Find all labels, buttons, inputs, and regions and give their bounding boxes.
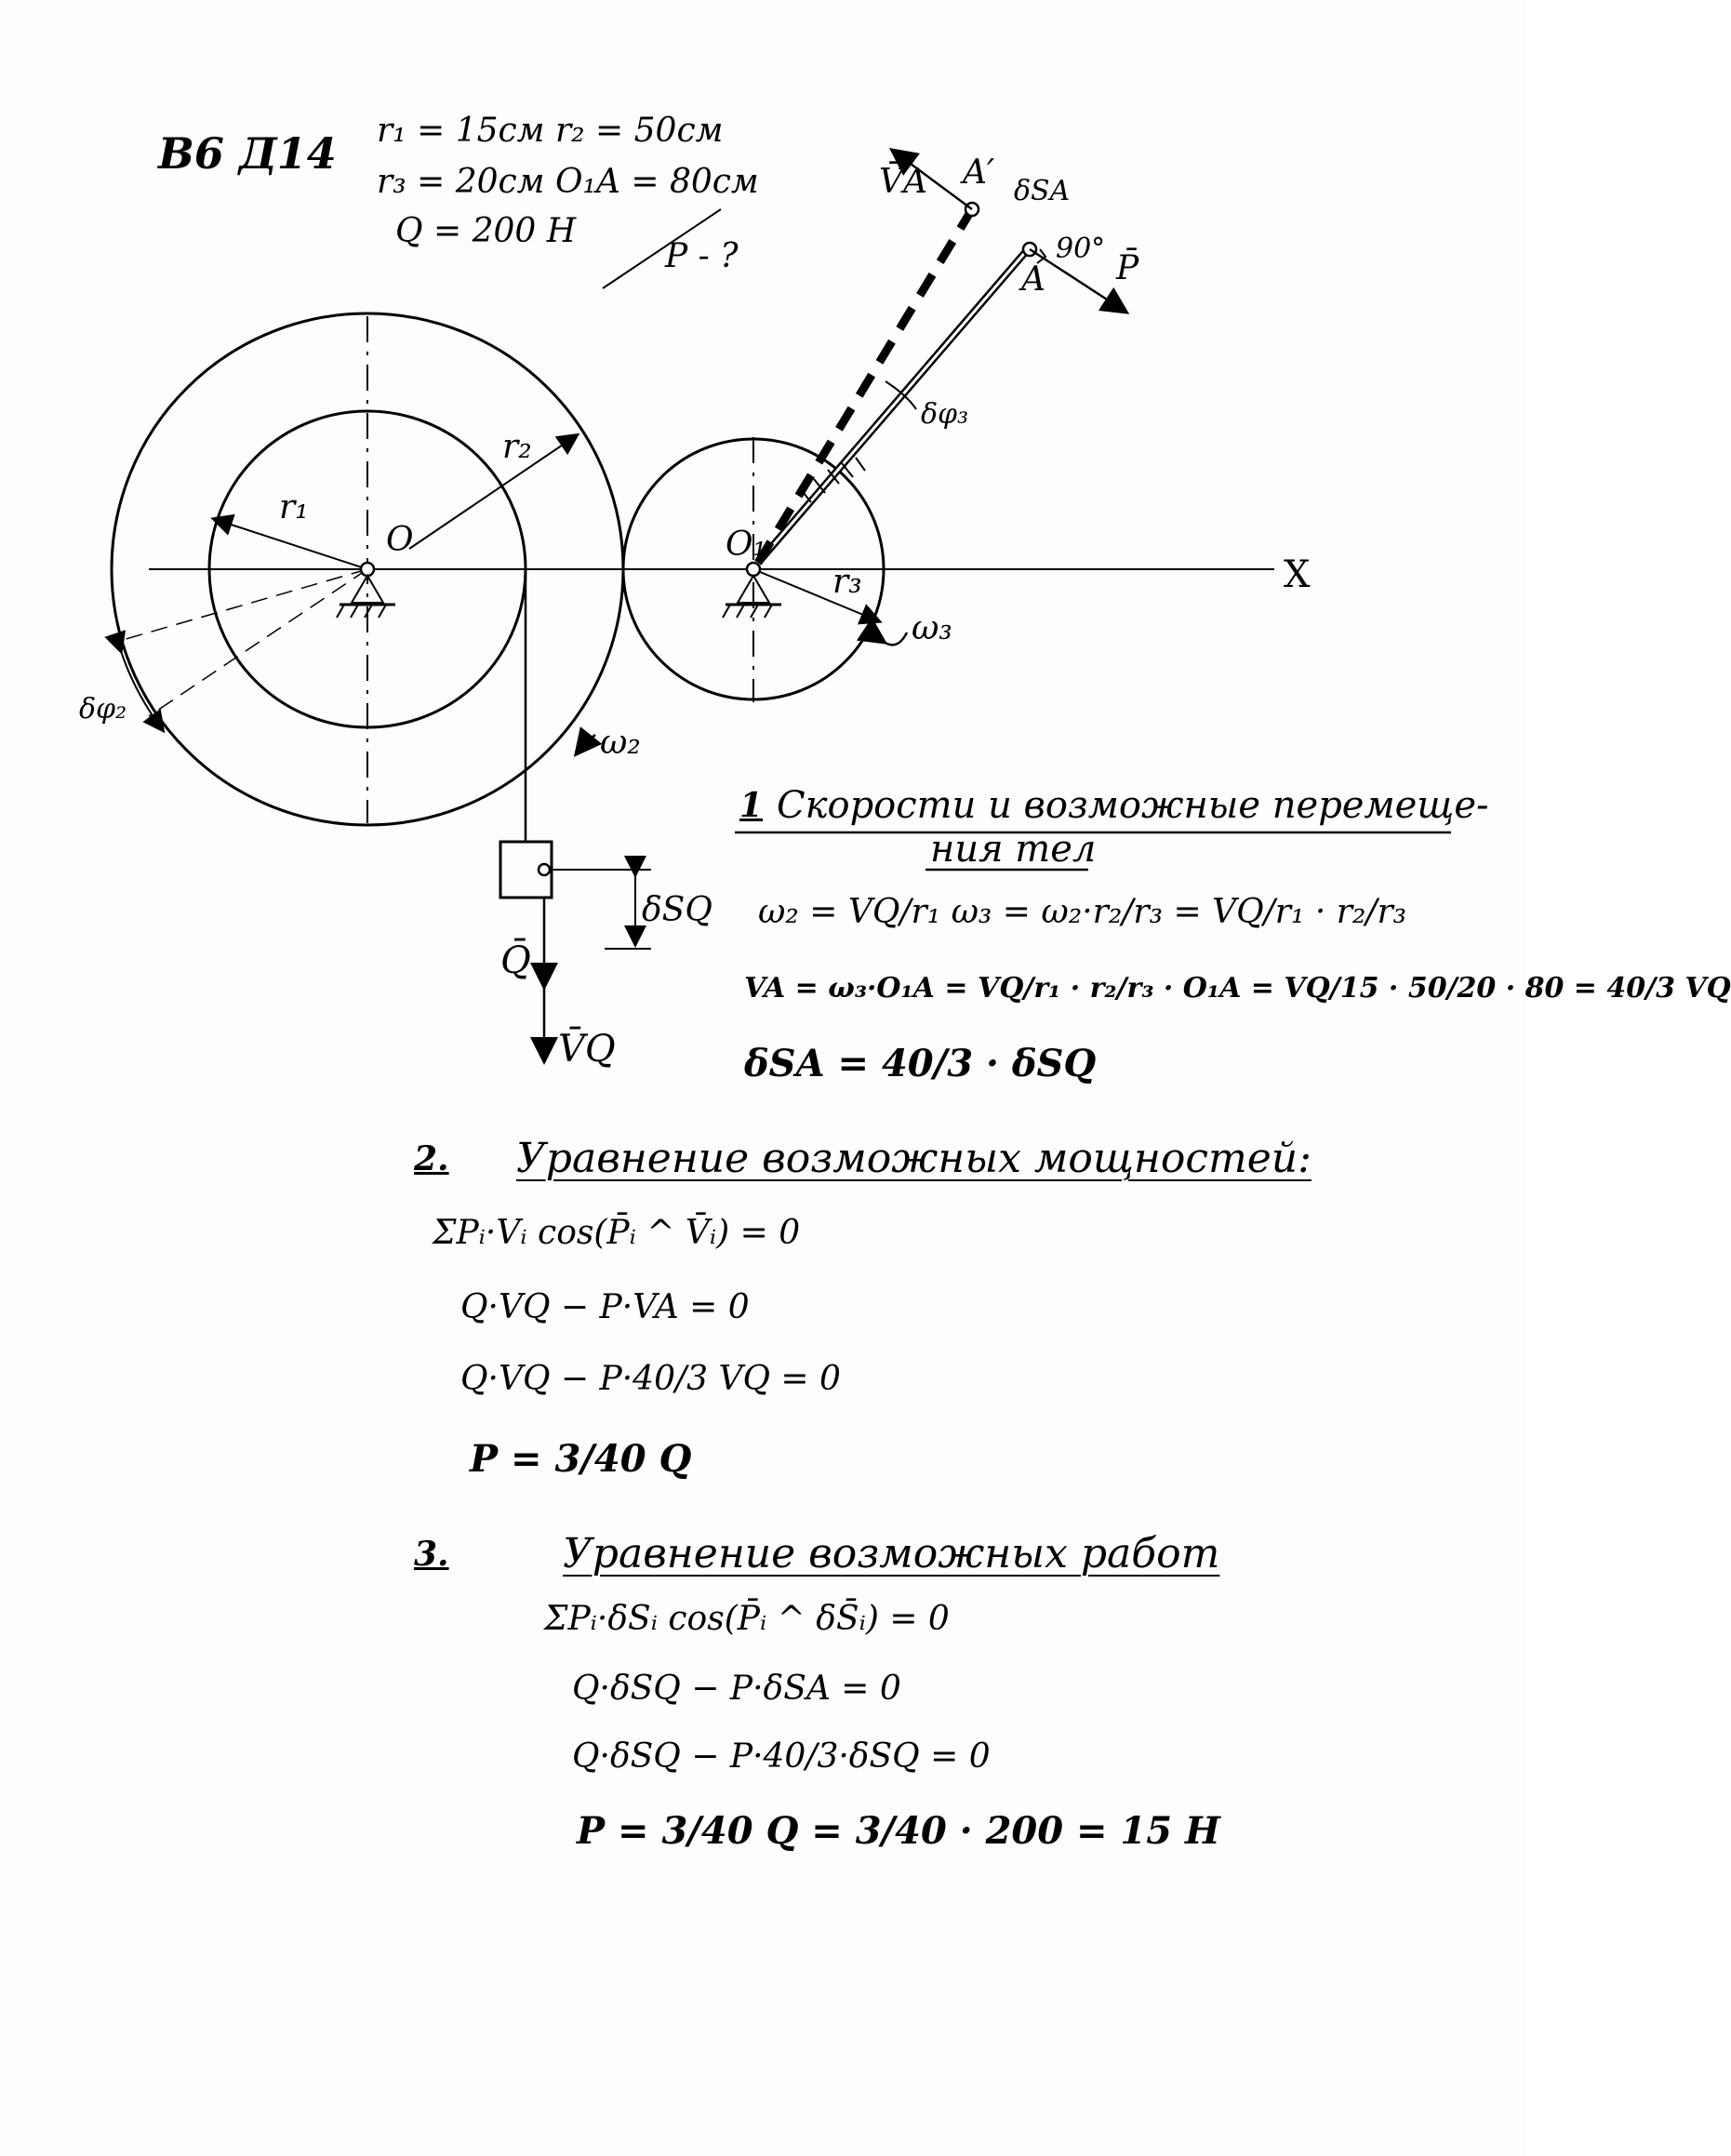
label-dphi2: δφ₂ [79,693,127,725]
label-angle-90: 90° [1056,233,1106,265]
label-VQ: V̄Q [558,1028,616,1071]
section2-eq3: Q·VQ − P·40/3 VQ = 0 [460,1360,841,1398]
given-line-2: r₃ = 20см O₁A = 80см [377,163,759,201]
given-line-3: Q = 200 Н [395,212,577,250]
omega3-arrow [884,632,907,645]
label-dSA: δSA [1014,175,1071,207]
given-line-1: r₁ = 15см r₂ = 50см [377,112,724,150]
radius-r1-arrow [214,519,367,569]
section1-eq2: VA = ω₃·O₁A = VQ/r₁ · r₂/r₃ · O₁A = VQ/15 · 50/20 · 80 = 40/3 VQ [744,972,1731,1005]
omega2-arrow [577,735,595,753]
label-dphi3: δφ₃ [921,398,969,431]
label-r1: r₁ [279,488,309,526]
label-X: X [1284,553,1311,596]
rod-O1A-displaced [758,209,972,563]
label-O1: O₁ [726,526,766,564]
section2-eq4: P = 3/40 Q [470,1437,692,1481]
rod-O1A-inner [758,249,1028,563]
section2-eq2: Q·VQ − P·VA = 0 [460,1288,750,1326]
section1-title-line2: ния тел [930,828,1097,871]
label-A: A [1021,260,1045,299]
label-VA: V̄A [879,163,927,201]
label-r3: r₃ [832,563,862,601]
dphi2-line-2 [149,569,367,716]
label-O: O [386,521,414,559]
label-Q: Q̄ [500,939,531,982]
label-omega3: ω₃ [912,609,952,647]
section3-eq4: P = 3/40 Q = 3/40 · 200 = 15 Н [577,1809,1220,1853]
support-O1 [723,563,781,618]
find-label: P - ? [665,237,739,275]
radius-r2-arrow [409,435,577,549]
label-P: P̄ [1116,249,1139,287]
load-Q-center [539,864,550,875]
section2-number: 2. [414,1139,449,1178]
label-r2: r₂ [502,428,532,466]
section1-number: 1 [739,786,764,825]
section3-eq2: Q·δSQ − P·δSA = 0 [572,1670,901,1708]
section1-eq3: δSA = 40/3 · δSQ [744,1042,1097,1085]
section3-number: 3. [414,1535,449,1574]
section2-title: Уравнение возможных мощностей: [516,1135,1312,1182]
label-omega2: ω₂ [600,724,641,762]
section1-title-line1: Скорости и возможные перемеще- [777,784,1489,827]
section1-eq1: ω₂ = VQ/r₁ ω₃ = ω₂·r₂/r₃ = VQ/r₁ · r₂/r₃ [758,893,1407,931]
dphi2-line-1 [116,569,367,642]
section3-eq3: Q·δSQ − P·40/3·δSQ = 0 [572,1737,991,1776]
section3-title: Уравнение возможных работ [563,1530,1220,1577]
variant-label: В6 Д14 [158,128,337,179]
label-dSQ: δSQ [642,891,712,929]
section3-eq1: ΣPᵢ·δSᵢ cos(P̄ᵢ ^ δS̄ᵢ) = 0 [544,1600,950,1638]
support-O [337,563,395,618]
section2-eq1: ΣPᵢ·Vᵢ cos(P̄ᵢ ^ V̄ᵢ) = 0 [433,1214,801,1252]
label-A-prime: A′ [963,153,995,192]
